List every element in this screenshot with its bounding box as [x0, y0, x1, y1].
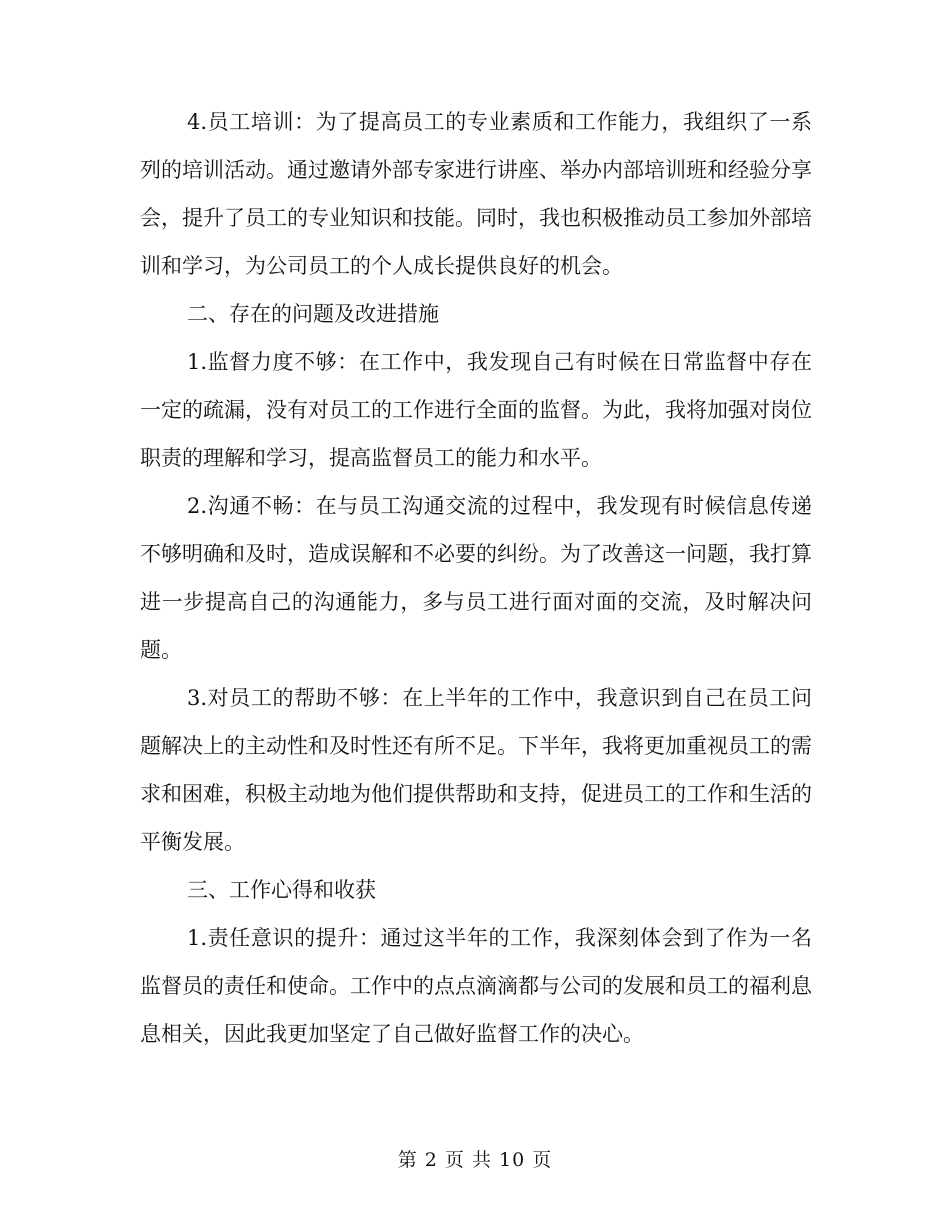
- paragraph-poor-communication: 2.沟通不畅：在与员工沟通交流的过程中，我发现有时候信息传递不够明确和及时，造成误解和不必要的纠纷。为了改善这一问题，我打算进一步提高自己的沟通能力，多与员工进行面对面的交流，及时解决问题。: [140, 494, 812, 662]
- paragraph-insufficient-help: 3.对员工的帮助不够：在上半年的工作中，我意识到自己在员工问题解决上的主动性和及时性还有所不足。下半年，我将更加重视员工的需求和困难，积极主动地为他们提供帮助和支持，促进员工的工作和生活的平衡发展。: [140, 686, 812, 854]
- document-body: [140, 98, 812, 1058]
- paragraph-employee-training: 4.员工培训：为了提高员工的专业素质和工作能力，我组织了一系列的培训活动。通过邀请外部专家进行讲座、举办内部培训班和经验分享会，提升了员工的专业知识和技能。同时，我也积极推动员工参加外部培训和学习，为公司员工的个人成长提供良好的机会。: [140, 110, 812, 278]
- paragraph-supervision-insufficient: 1.监督力度不够：在工作中，我发现自己有时候在日常监督中存在一定的疏漏，没有对员工的工作进行全面的监督。为此，我将加强对岗位职责的理解和学习，提高监督员工的能力和水平。: [140, 350, 812, 470]
- paragraph-responsibility: 1.责任意识的提升：通过这半年的工作，我深刻体会到了作为一名监督员的责任和使命。工作中的点点滴滴都与公司的发展和员工的福利息息相关，因此我更加坚定了自己做好监督工作的决心。: [140, 926, 812, 1046]
- page-number-footer: 第 2 页 共 10 页: [397, 1149, 553, 1171]
- section-heading-experience: 三、工作心得和收获: [187, 878, 376, 902]
- section-heading-problems: 二、存在的问题及改进措施: [187, 302, 439, 326]
